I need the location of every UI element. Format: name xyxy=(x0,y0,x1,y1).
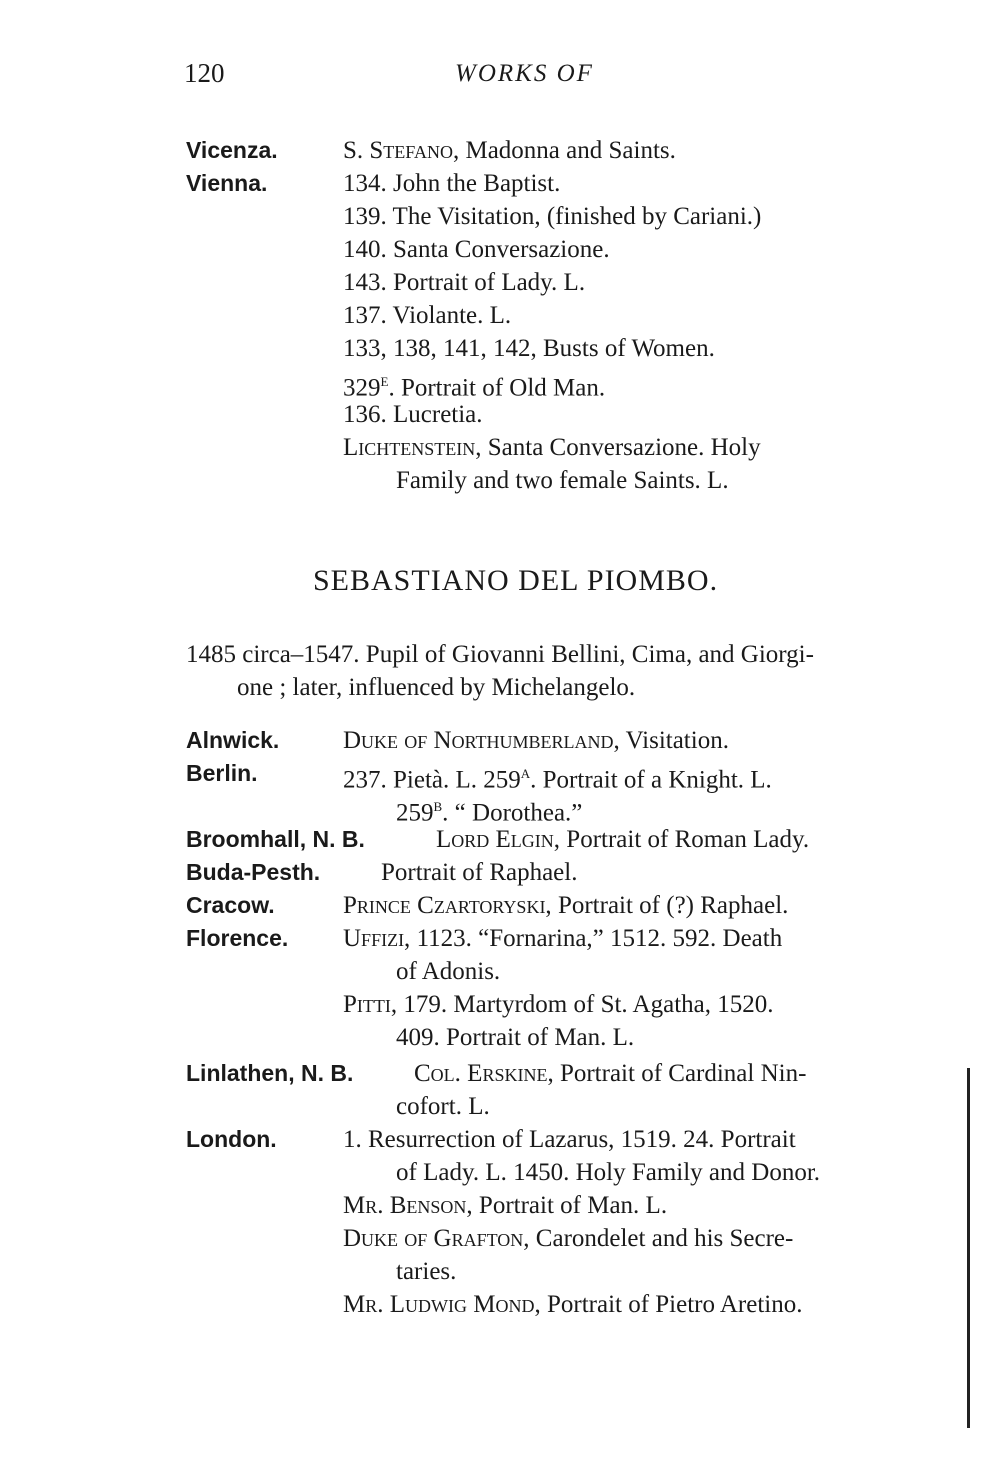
section-title: SEBASTIANO DEL PIOMBO. xyxy=(313,564,719,597)
vienna-lichtenstein xyxy=(343,431,761,464)
florence-uffizi xyxy=(343,922,782,955)
entry-text: . “ Dorothea.” xyxy=(442,799,583,827)
budapesth-entry: Portrait of Raphael. xyxy=(381,859,578,886)
london-benson xyxy=(343,1189,667,1222)
london-grafton-cont: taries. xyxy=(396,1258,457,1285)
florence-pitti xyxy=(343,988,774,1021)
place-name: Lord Elgin, xyxy=(436,826,561,853)
city-broomhall: Broomhall, N. B. xyxy=(186,826,365,852)
catalog-suffix: B xyxy=(433,799,443,814)
cracow-entry xyxy=(343,889,788,922)
place-name: Pitti, xyxy=(343,991,398,1018)
city-london: London. xyxy=(186,1126,277,1152)
linlathen-cont: cofort. L. xyxy=(396,1093,490,1120)
linlathen-entry xyxy=(414,1057,806,1090)
entry-text: Portrait of (?) Raphael. xyxy=(551,892,789,919)
place-name: Lichtenstein, xyxy=(343,434,482,461)
entry-text: Visitation. xyxy=(619,727,729,754)
vienna-line: 143. Portrait of Lady. L. xyxy=(343,269,586,296)
margin-rule xyxy=(967,1068,970,1428)
london-mond xyxy=(343,1288,803,1321)
entry-text: 237. Pietà. L. 259 xyxy=(343,766,521,794)
entry-text: Portrait of Cardinal Nin- xyxy=(553,1060,807,1087)
entry-text: Madonna and Saints. xyxy=(459,137,676,164)
place-name: Duke of Grafton, xyxy=(343,1225,530,1252)
vienna-line: 136. Lucretia. xyxy=(343,401,483,428)
place-name: Prince Czartoryski, xyxy=(343,892,552,919)
city-linlathen: Linlathen, N. B. xyxy=(186,1060,354,1086)
london-grafton xyxy=(343,1222,793,1255)
city-cracow: Cracow. xyxy=(186,892,275,918)
vienna-line: 133, 138, 141, 142, Busts of Women. xyxy=(343,335,715,362)
running-title: WORKS OF xyxy=(455,60,594,87)
vienna-line: 134. John the Baptist. xyxy=(343,170,561,197)
vienna-line: 140. Santa Conversazione. xyxy=(343,236,610,263)
london-line-2: of Lady. L. 1450. Holy Family and Donor. xyxy=(396,1159,821,1186)
page-number: 120 xyxy=(184,58,225,88)
bio-line-2: one ; later, influenced by Michelangelo. xyxy=(237,674,636,701)
place-name: Uffizi, xyxy=(343,925,411,952)
bio-line-1: 1485 circa–1547. Pupil of Giovanni Bellini, Cima, and Giorgi- xyxy=(186,641,814,668)
entry-text: 179. Martyrdom of St. Agatha, 1520. xyxy=(397,991,774,1018)
place-name: Mr. Benson, xyxy=(343,1192,473,1219)
broomhall-entry xyxy=(436,823,809,856)
vienna-line: 139. The Visitation, (finished by Cariani.) xyxy=(343,203,762,230)
florence-pitti-cont: 409. Portrait of Man. L. xyxy=(396,1024,635,1051)
entry-text: Santa Conversazione. Holy xyxy=(481,434,761,461)
vicenza-entry xyxy=(343,134,676,167)
city-vienna: Vienna. xyxy=(186,170,268,196)
city-alnwick: Alnwick. xyxy=(186,727,280,753)
vienna-line: 137. Violante. L. xyxy=(343,302,512,329)
entry-text: Portrait of Pietro Aretino. xyxy=(540,1291,803,1318)
entry-text: . Portrait of a Knight. L. xyxy=(530,766,772,794)
city-berlin: Berlin. xyxy=(186,760,258,786)
catalog-number: 329 xyxy=(343,374,381,402)
place-name: S. Stefano, xyxy=(343,137,460,164)
city-buda-pesth: Buda-Pesth. xyxy=(186,859,321,885)
florence-uffizi-cont: of Adonis. xyxy=(396,958,501,985)
place-name: Col. Erskine, xyxy=(414,1060,554,1087)
city-florence: Florence. xyxy=(186,925,289,951)
city-vicenza: Vicenza. xyxy=(186,137,278,163)
entry-text: Portrait of Roman Lady. xyxy=(560,826,810,853)
catalog-suffix: A xyxy=(520,766,531,781)
entry-text: Portrait of Man. L. xyxy=(472,1192,668,1219)
london-line-1: 1. Resurrection of Lazarus, 1519. 24. Portrait xyxy=(343,1126,796,1153)
catalog-number: 259 xyxy=(396,799,434,827)
catalog-suffix: E xyxy=(380,374,389,389)
entry-text: . Portrait of Old Man. xyxy=(388,374,606,402)
alnwick-entry xyxy=(343,724,729,757)
place-name: Duke of Northumberland, xyxy=(343,727,620,754)
entry-text: Carondelet and his Secre- xyxy=(529,1225,794,1252)
entry-text: 1123. “Fornarina,” 1512. 592. Death xyxy=(410,925,783,952)
place-name: Mr. Ludwig Mond, xyxy=(343,1291,541,1318)
vienna-lichtenstein-cont: Family and two female Saints. L. xyxy=(396,467,729,494)
